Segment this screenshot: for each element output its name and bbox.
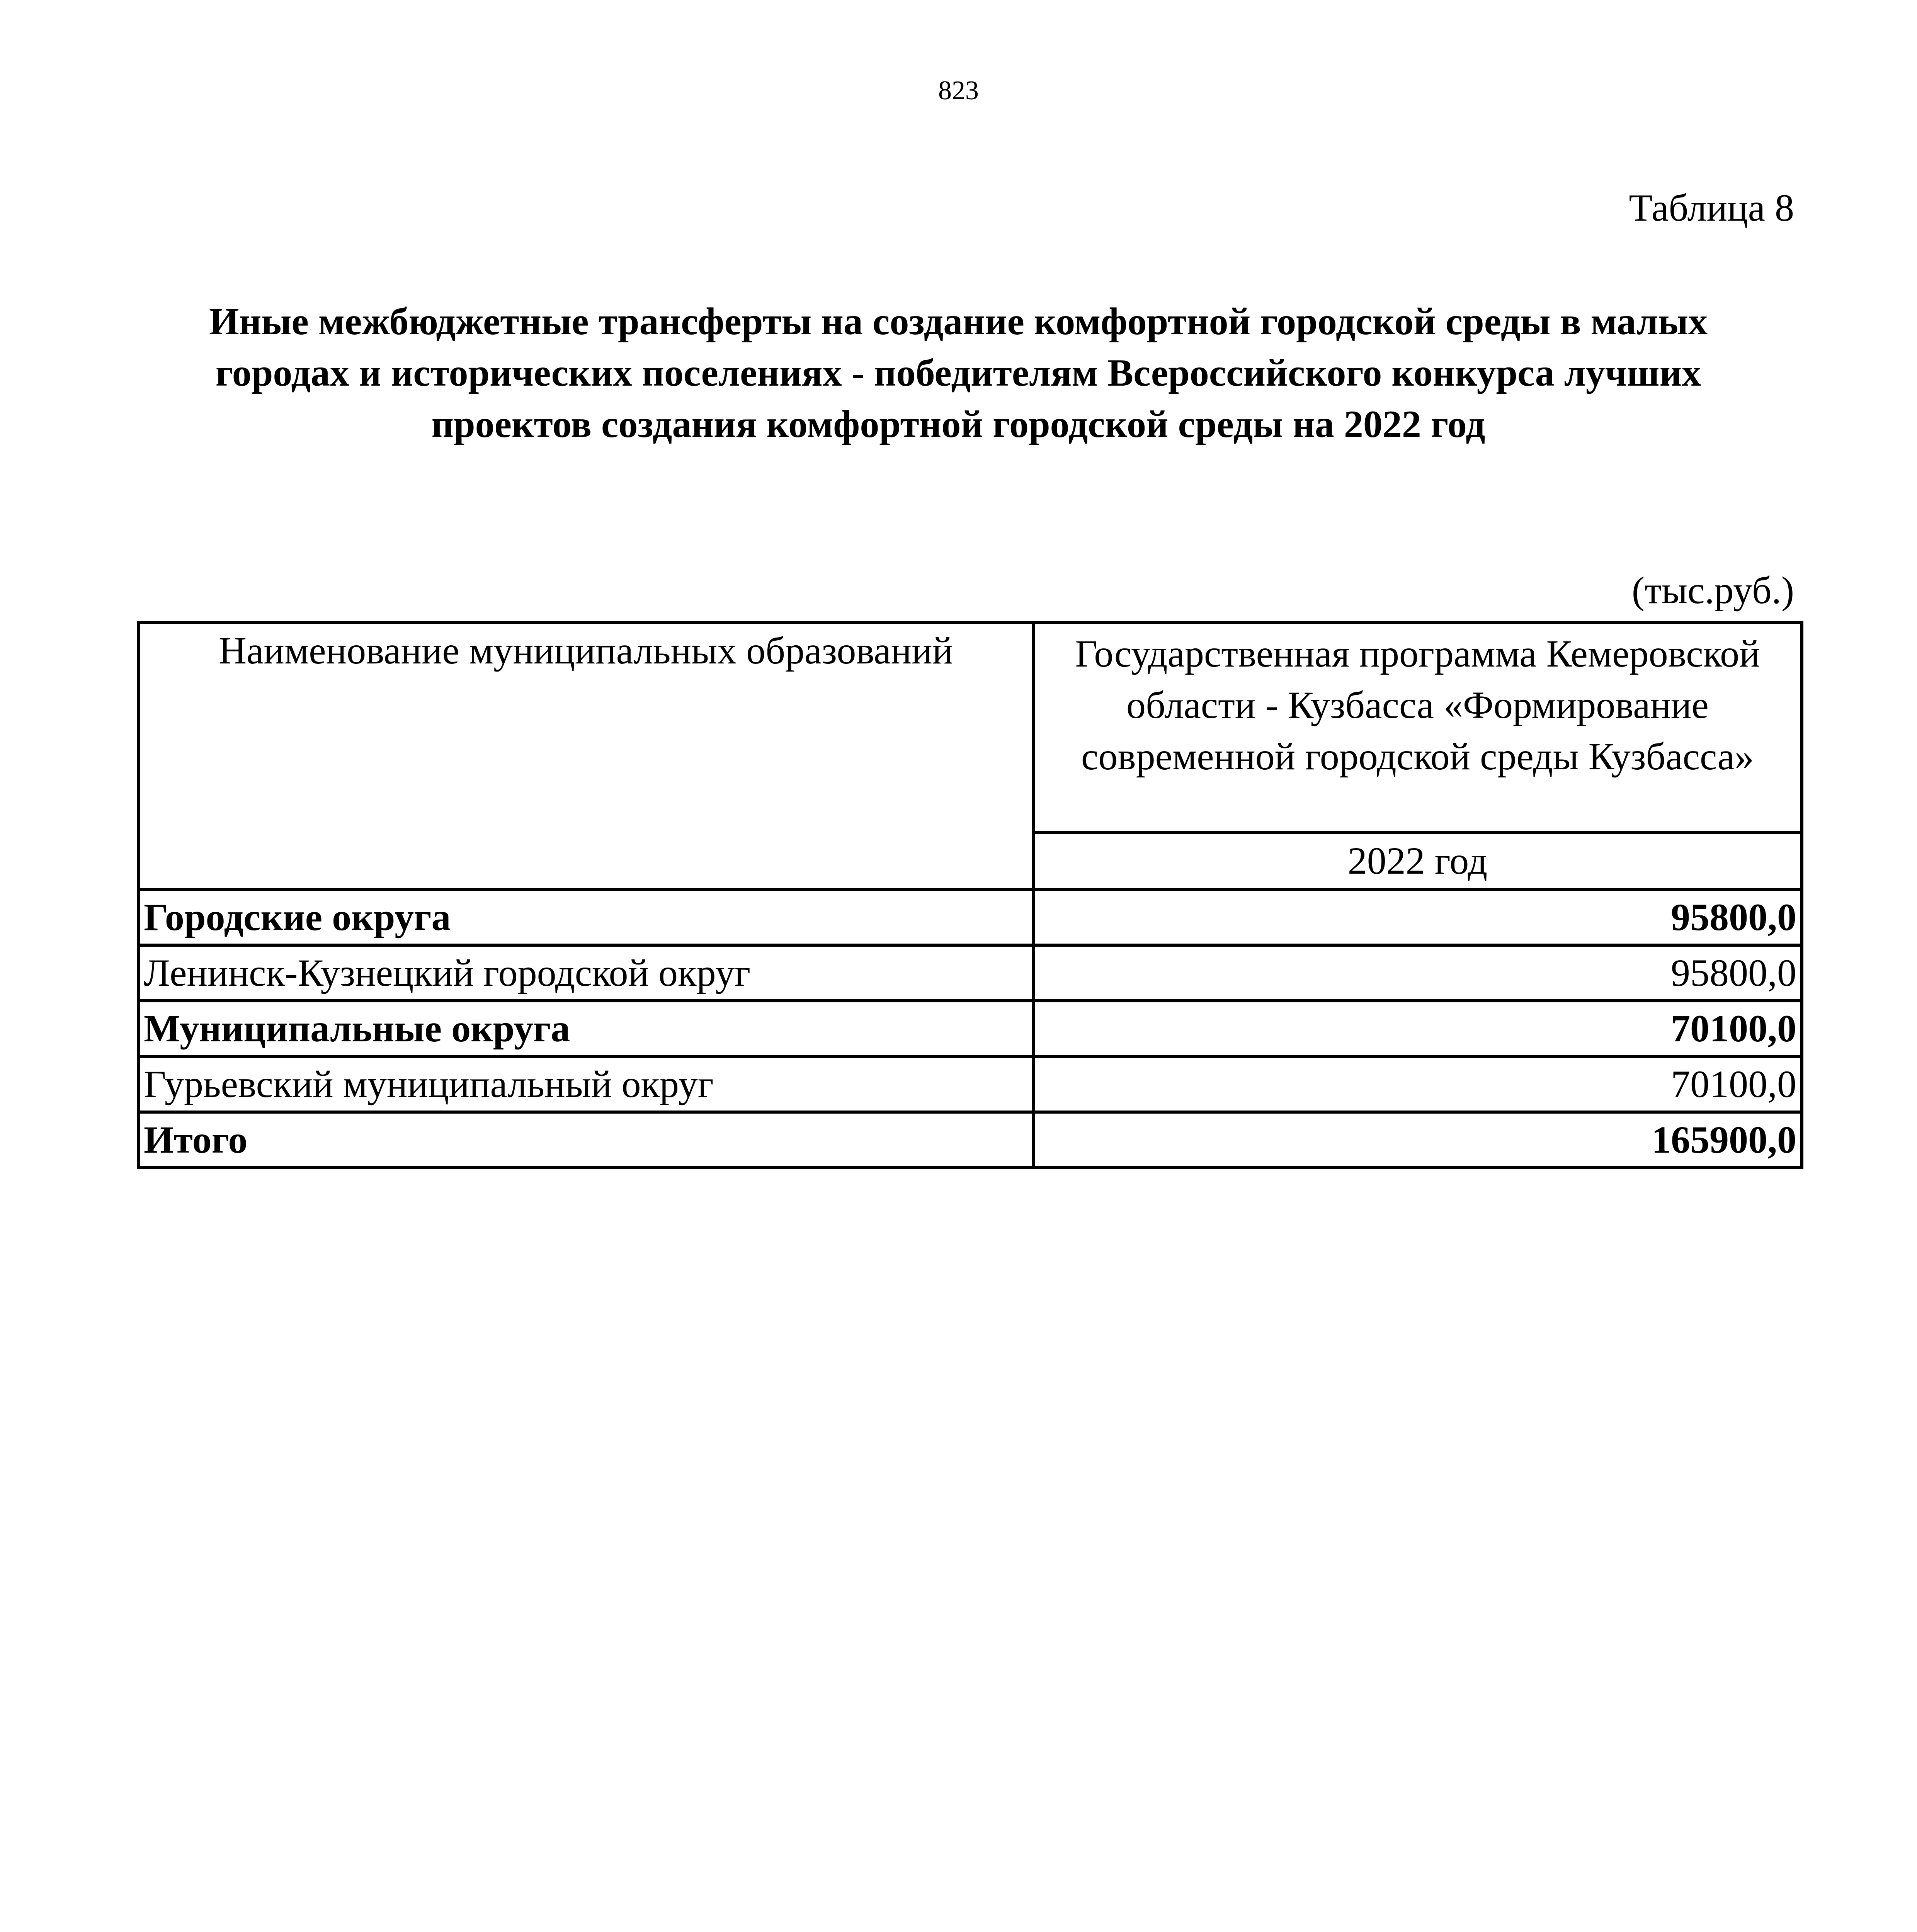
row-name: Муниципальные округа [138,1001,1033,1056]
table-row [138,1056,1802,1112]
row-value: 70100,0 [1033,1001,1802,1056]
table-row-total [138,1112,1802,1168]
row-value: 70100,0 [1033,1056,1802,1112]
table-header-row [138,622,1802,832]
row-value: 95800,0 [1033,945,1802,1001]
table-row-group-urban [138,889,1802,945]
units-label: (тыс.руб.) [1631,569,1794,612]
table-label: Таблица 8 [1629,186,1794,229]
transfers-table [137,621,1803,1169]
document-title: Иные межбюджетные трансферты на создание комфортной городской среды в малых городах и исторических поселениях - победителям Всероссийского конкурса лучших проектов создания комфортной городской среды на 2022 год [209,300,1708,446]
row-name: Итого [138,1112,1033,1168]
row-name: Гурьевский муниципальный округ [138,1056,1033,1112]
table-row-group-municipal [138,1001,1802,1056]
table-row [138,945,1802,1001]
row-name: Ленинск-Кузнецкий городской округ [138,945,1033,1001]
header-municipality-name: Наименование муниципальных образований [138,622,1033,889]
header-program: Государственная программа Кемеровской области - Кузбасса «Формирование современной городской среды Кузбасса» [1033,622,1802,832]
header-year: 2022 год [1033,832,1802,889]
row-name: Городские округа [138,889,1033,945]
page-number: 823 [938,76,979,105]
row-value: 165900,0 [1033,1112,1802,1168]
row-value: 95800,0 [1033,889,1802,945]
